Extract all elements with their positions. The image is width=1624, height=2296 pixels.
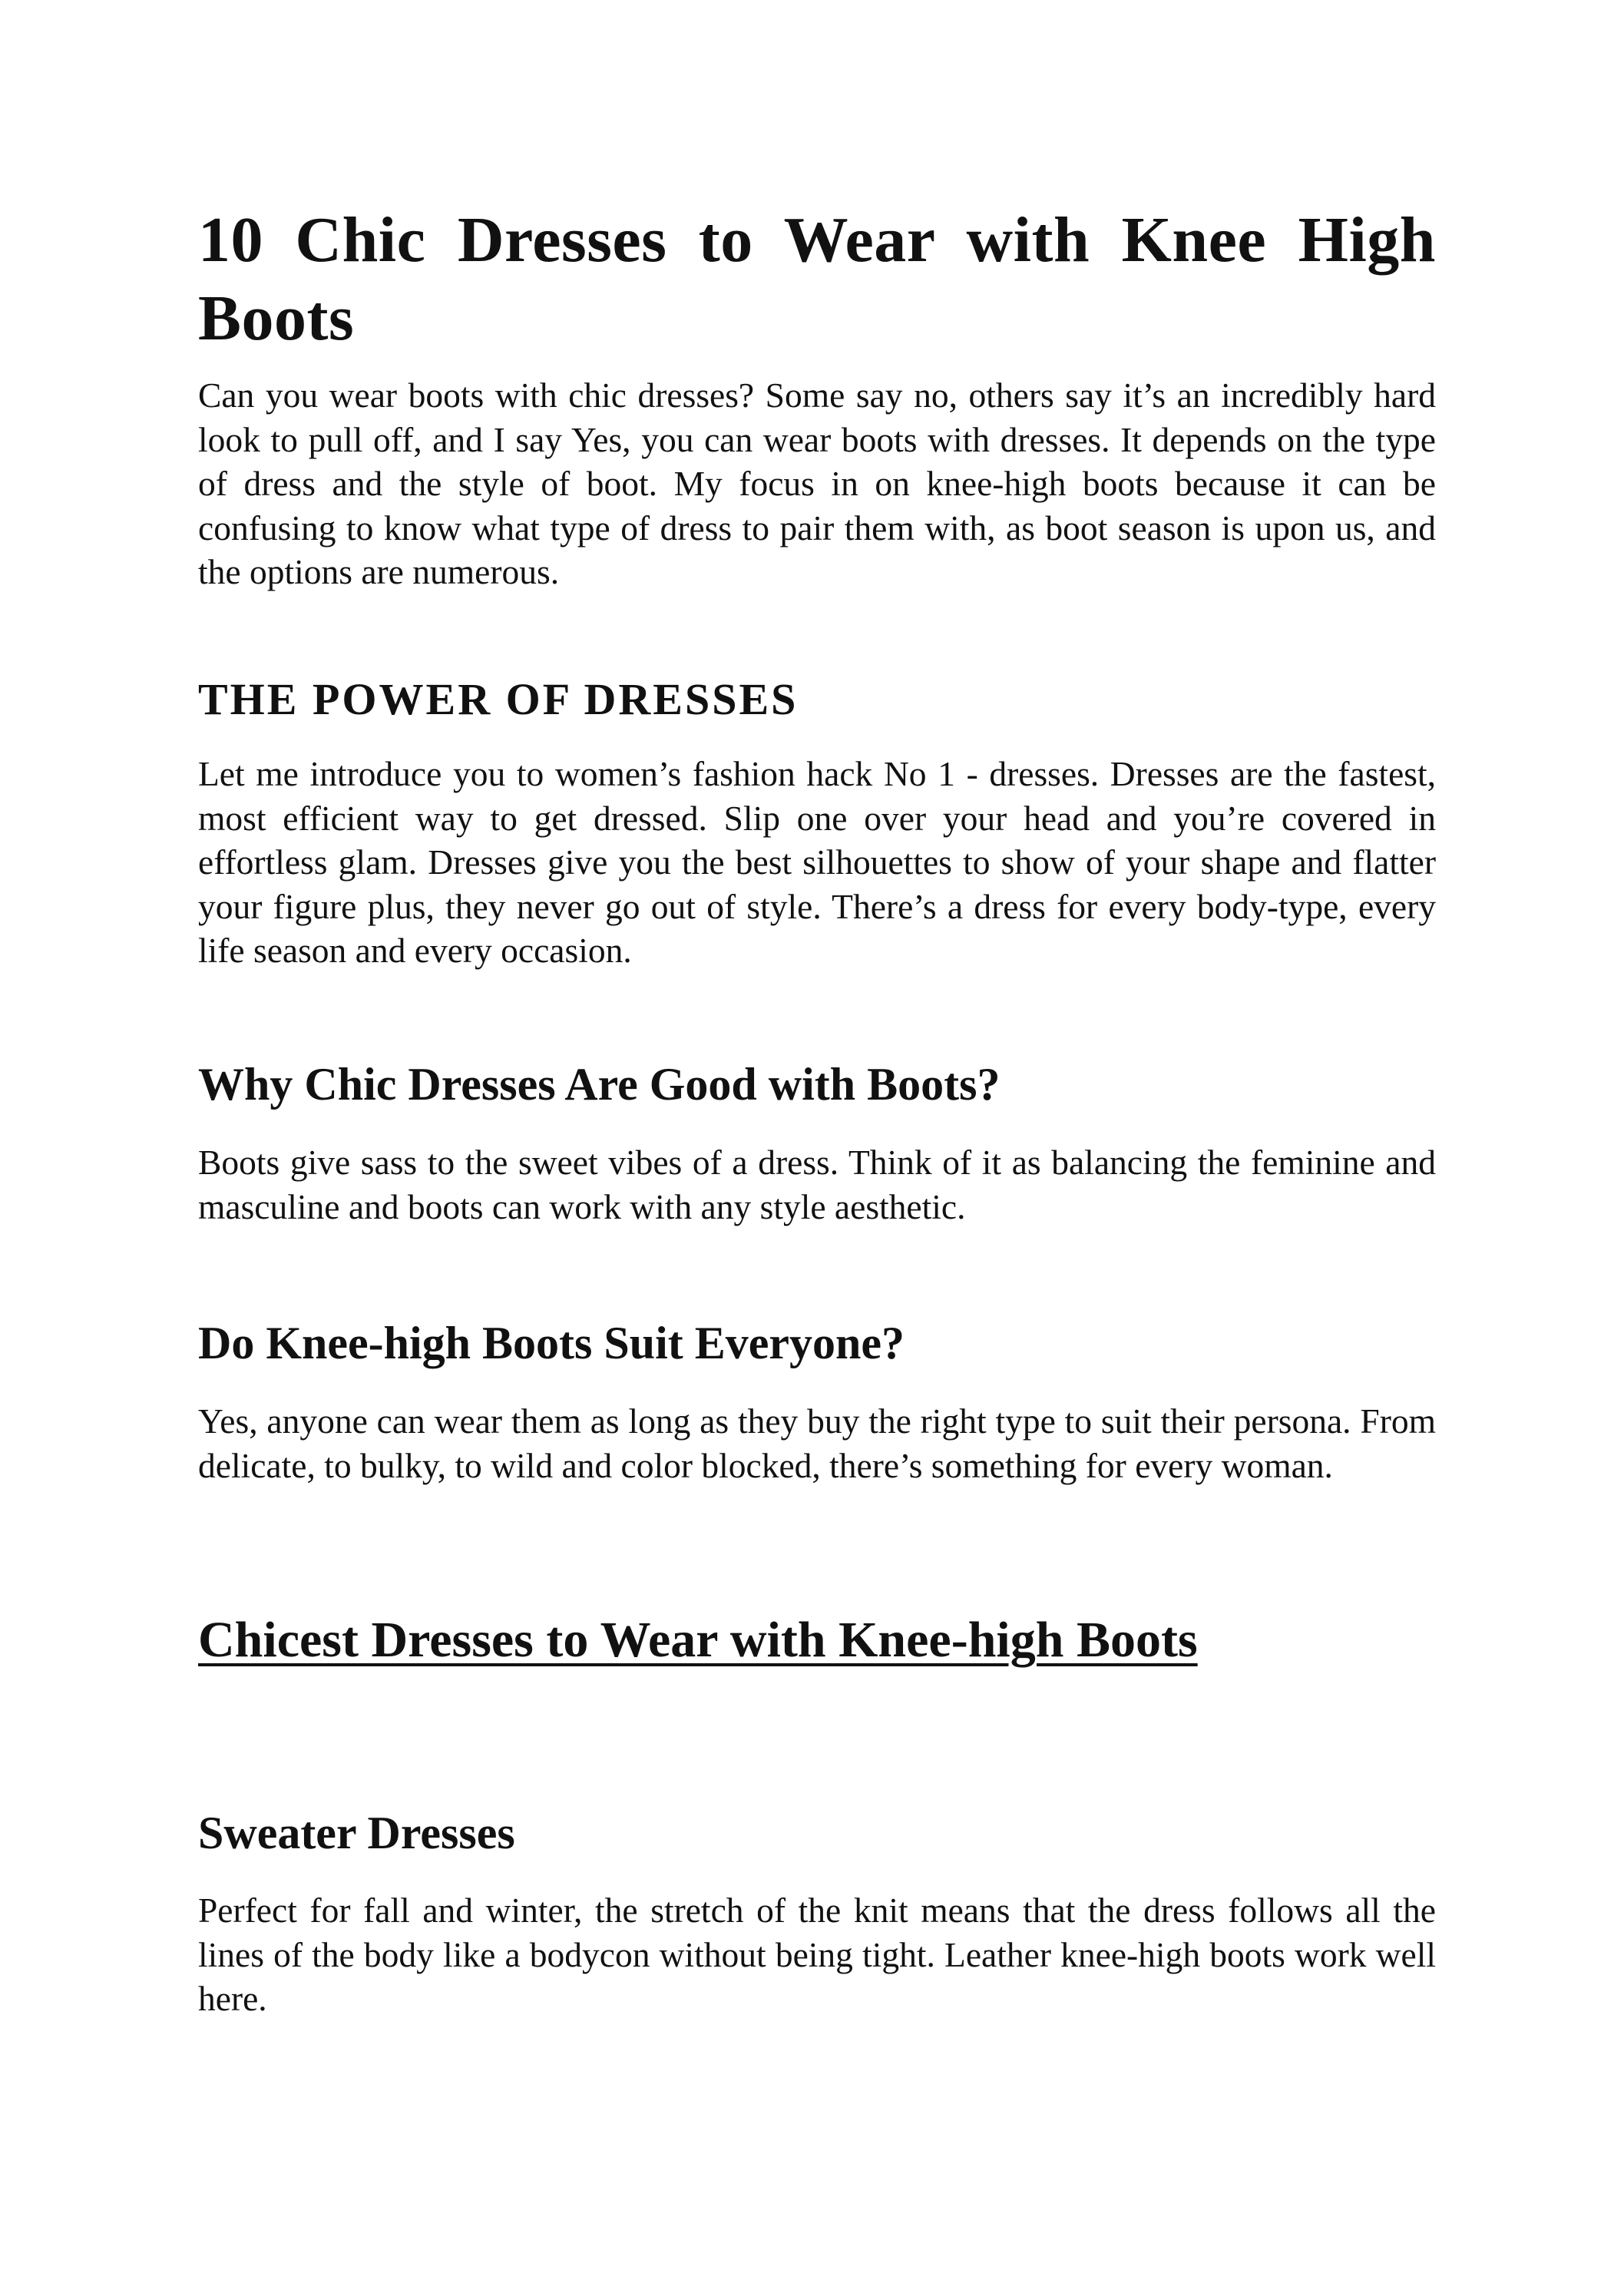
sweater-dresses-paragraph: Perfect for fall and winter, the stretch of the knit means that the dress follows all the lines of the body like a bodycon without being tight. Leather knee-high boots work well here. [198, 1891, 1436, 2018]
why-chic-dresses-heading: Why Chic Dresses Are Good with Boots? [198, 1059, 1001, 1110]
boots-suit-everyone-paragraph: Yes, anyone can wear them as long as they buy the right type to suit their persona. From delicate, to bulky, to wild and color blocked, there’s something for every woman. [198, 1401, 1436, 1485]
chicest-dresses-section-heading: Chicest Dresses to Wear with Knee-high Boots [198, 1612, 1198, 1668]
power-of-dresses-heading: THE POWER OF DRESSES [198, 674, 799, 724]
intro-paragraph: Can you wear boots with chic dresses? Some say no, others say it’s an incredibly hard look to pull off, and I say Yes, you can wear boots with dresses. It depends on the type of dress and the style of boot. My focus in on knee-high boots because it can be confusing to know what type of dress to pair them with, as boot season is upon us, and the options are numerous. [198, 375, 1436, 591]
power-of-dresses-paragraph: Let me introduce you to women’s fashion hack No 1 - dresses. Dresses are the fastest, most efficient way to get dressed. Slip one over your head and you’re covered in effortless glam. Dresses give you the best silhouettes to show of your shape and flatter your figure plus, they never go out of style. There’s a dress for every body-type, every life season and every occasion. [198, 754, 1436, 970]
why-chic-dresses-paragraph: Boots give sass to the sweet vibes of a dress. Think of it as balancing the feminine and masculine and boots can work with any style aesthetic. [198, 1143, 1436, 1226]
sweater-dresses-heading: Sweater Dresses [198, 1808, 515, 1858]
article-title: 10 Chic Dresses to Wear with Knee High Boots [198, 204, 1436, 354]
document-page [198, 0, 1436, 2296]
boots-suit-everyone-heading: Do Knee-high Boots Suit Everyone? [198, 1318, 905, 1368]
